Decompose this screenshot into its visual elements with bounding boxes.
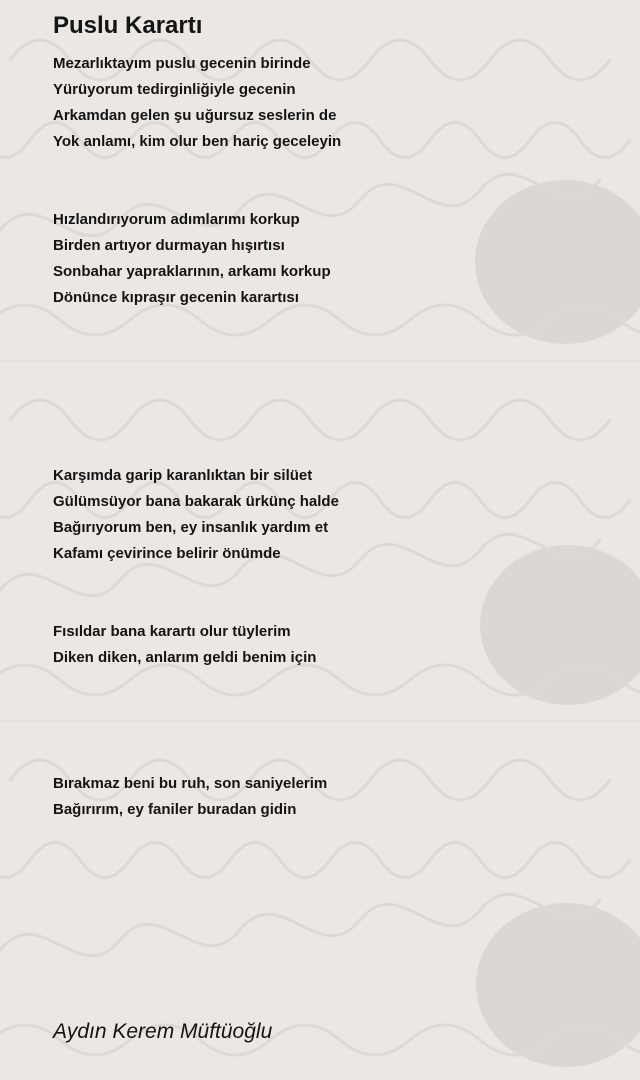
stanza-3 [53, 463, 339, 567]
poem-line: Sonbahar yapraklarının, arkamı korkup [53, 263, 331, 280]
poem-line: Hızlandırıyorum adımlarımı korkup [53, 211, 300, 228]
poem-line: Bırakmaz beni bu ruh, son saniyelerim [53, 775, 328, 792]
poem-line: Dönünce kıpraşır gecenin karartısı [53, 289, 299, 306]
stanza-2 [53, 207, 331, 311]
poem-line: Karşımda garip karanlıktan bir silüet [53, 467, 313, 484]
poem-line: Yürüyorum tedirginliğiyle gecenin [53, 81, 296, 98]
poem-line: Fısıldar bana karartı olur tüylerim [53, 623, 291, 640]
poem-author: Aydın Kerem Müftüoğlu [53, 1020, 273, 1043]
poem-title: Puslu Karartı [53, 12, 203, 39]
poem-line: Yok anlamı, kim olur ben hariç geceleyin [53, 133, 342, 150]
poem-line: Bağırırım, ey faniler buradan gidin [53, 801, 297, 818]
poem-line: Kafamı çevirince belirir önümde [53, 545, 281, 562]
stanza-5 [53, 771, 327, 823]
poem-line: Gülümsüyor bana bakarak ürkünç halde [53, 493, 339, 510]
poem-line: Mezarlıktayım puslu gecenin birinde [53, 55, 311, 72]
poem-line: Arkamdan gelen şu uğursuz seslerin de [53, 107, 337, 124]
poem-line: Bağırıyorum ben, ey insanlık yardım et [53, 519, 329, 536]
poem-line: Birden artıyor durmayan hışırtısı [53, 237, 285, 254]
stanza-4 [53, 619, 316, 671]
poem-line: Diken diken, anlarım geldi benim için [53, 649, 317, 666]
stanza-1 [53, 51, 341, 155]
